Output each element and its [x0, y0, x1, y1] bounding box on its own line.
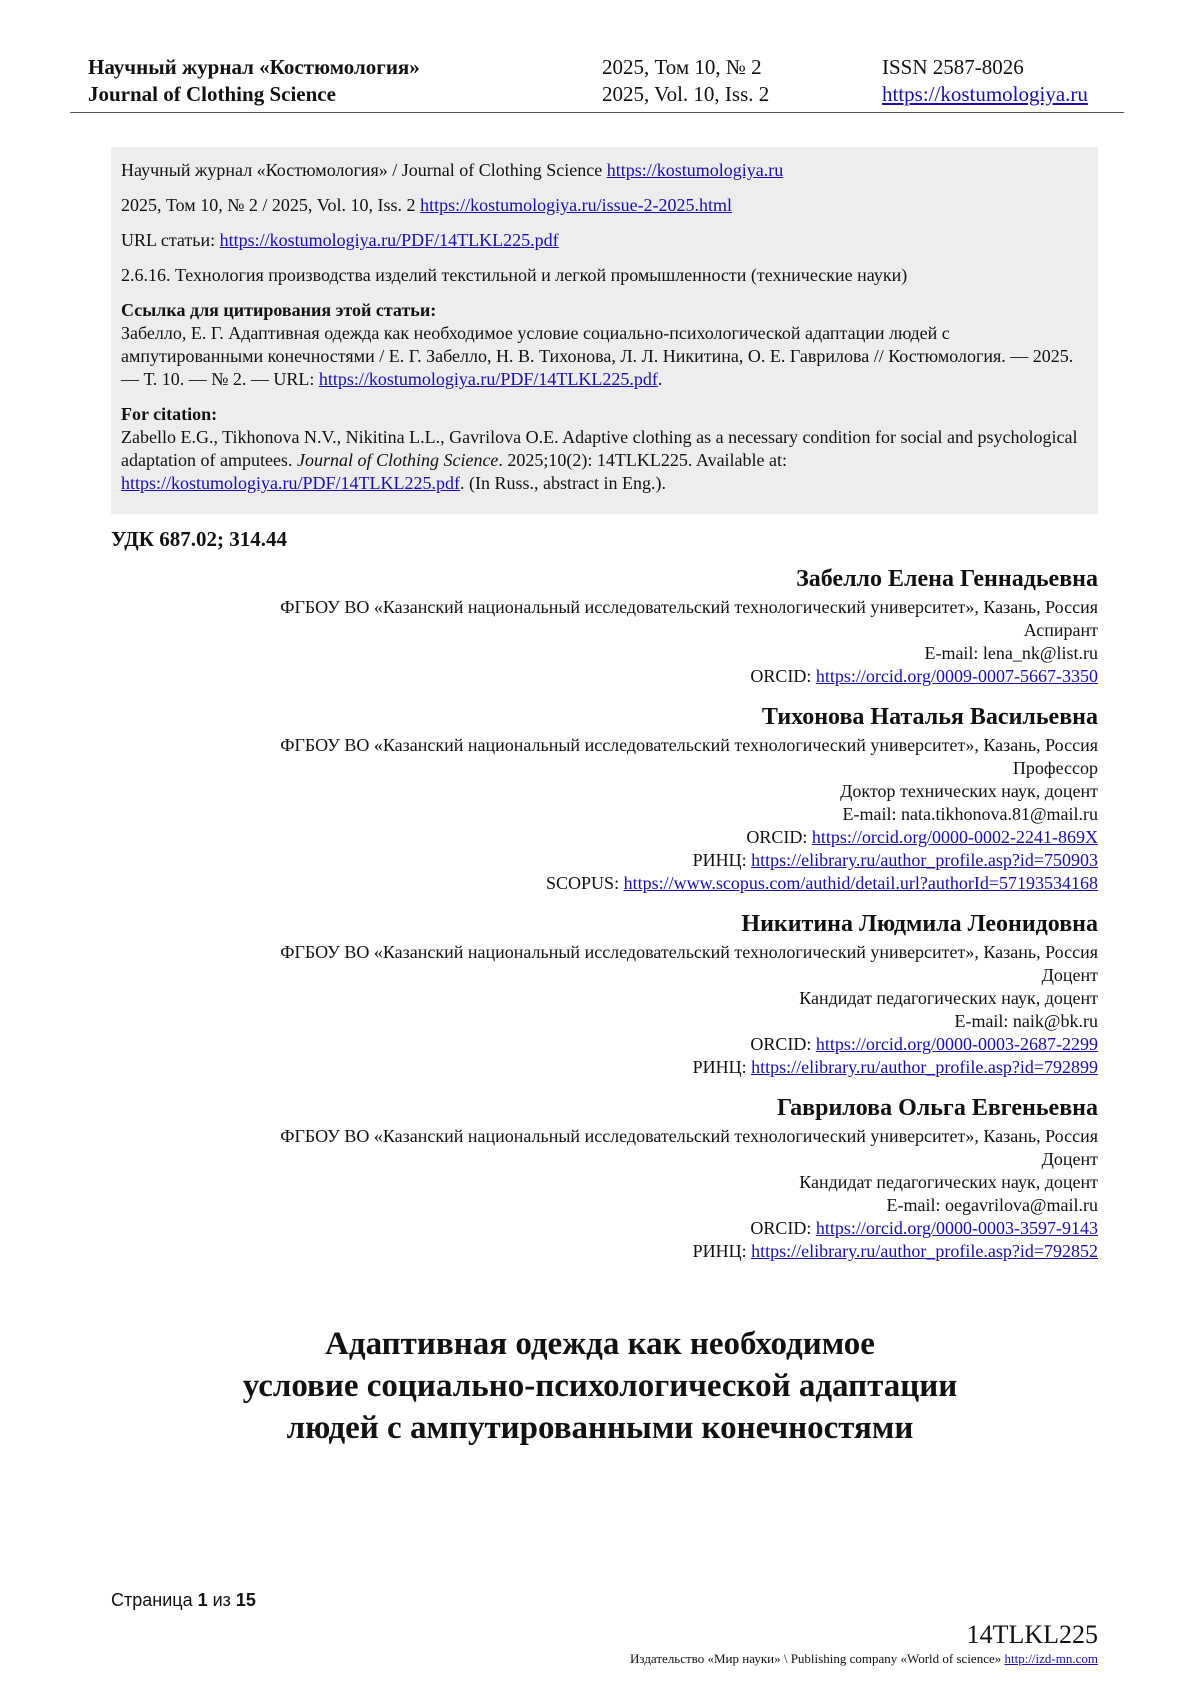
- rinc-label: РИНЦ:: [692, 850, 752, 870]
- journal-site-link[interactable]: https://kostumologiya.ru: [882, 82, 1088, 106]
- info-journal-line: [121, 159, 1088, 182]
- orcid-label: ORCID:: [750, 1218, 816, 1238]
- author-email: E-mail: nata.tikhonova.81@mail.ru: [842, 804, 1098, 824]
- author-degree: Доктор технических наук, доцент: [840, 781, 1098, 801]
- citation-en-journal: Journal of Clothing Science: [296, 450, 499, 470]
- author-degree: Кандидат педагогических наук, доцент: [799, 988, 1098, 1008]
- author-rinc-line: [100, 1056, 1098, 1079]
- page-total: 15: [235, 1590, 256, 1610]
- author-position: Доцент: [1041, 1149, 1098, 1169]
- citation-en-text-2: . 2025;10(2): 14TLKL225. Available at:: [498, 450, 788, 470]
- citation-ru-text: Забелло, Е. Г. Адаптивная одежда как необходимое условие социально-психологической адаптации людей с ампутированными конечностями / Е. Г. Забелло, Н. В. Тихонова, Л. Л. Никитина, О. Е. Гаврилова // Костюмология. — 2025. — Т. 10. — № 2. — URL:: [121, 323, 1074, 389]
- author-rinc-line: [100, 849, 1098, 872]
- author-card: [100, 702, 1098, 895]
- citation-ru-link[interactable]: https://kostumologiya.ru/PDF/14TLKL225.pdf: [318, 369, 658, 389]
- author-orcid-link[interactable]: https://orcid.org/0000-0003-3597-9143: [815, 1218, 1098, 1238]
- author-email: E-mail: lena_nk@list.ru: [924, 643, 1098, 663]
- author-orcid-line: [100, 826, 1098, 849]
- issue-en: 2025, Vol. 10, Iss. 2: [602, 82, 770, 106]
- rinc-label: РИНЦ:: [692, 1057, 752, 1077]
- info-url-line: [121, 229, 1088, 252]
- author-name: Тихонова Наталья Васильевна: [761, 704, 1098, 730]
- article-title-line: людей с ампутированными конечностями: [286, 1410, 914, 1446]
- author-rinc-link[interactable]: https://elibrary.ru/author_profile.asp?id=750903: [751, 850, 1098, 870]
- page-current: 1: [197, 1590, 208, 1610]
- info-article-url-link[interactable]: https://kostumologiya.ru/PDF/14TLKL225.pdf: [219, 230, 559, 250]
- issn: ISSN 2587-8026: [882, 55, 1024, 79]
- info-journal-text: Научный журнал «Костюмология» / Journal of Clothing Science: [121, 160, 607, 180]
- author-name: Гаврилова Ольга Евгеньевна: [776, 1095, 1098, 1121]
- journal-name-en: Journal of Clothing Science: [88, 82, 336, 106]
- publisher-line: [630, 1651, 1098, 1667]
- page-number: [111, 1590, 256, 1611]
- author-orcid-link[interactable]: https://orcid.org/0000-0002-2241-869X: [811, 827, 1098, 847]
- info-specialty-line: 2.6.16. Технология производства изделий текстильной и легкой промышленности (технические науки): [121, 265, 908, 285]
- citation-ru-heading: Ссылка для цитирования этой статьи:: [121, 300, 437, 320]
- issue-column: [602, 54, 769, 108]
- info-issue-link[interactable]: https://kostumologiya.ru/issue-2-2025.html: [420, 195, 733, 215]
- author-orcid-line: [100, 665, 1098, 688]
- article-code: 14TLKL225: [966, 1620, 1098, 1649]
- udk-code: УДК 687.02; 314.44: [111, 527, 287, 551]
- citation-en-heading: For citation:: [121, 404, 218, 424]
- author-rinc-line: [100, 1240, 1098, 1263]
- journal-name-column: [88, 54, 420, 108]
- scopus-label: SCOPUS:: [546, 873, 624, 893]
- citation-ru: [121, 299, 1088, 391]
- orcid-label: ORCID:: [750, 1034, 816, 1054]
- author-orcid-link[interactable]: https://orcid.org/0000-0003-2687-2299: [815, 1034, 1098, 1054]
- author-affiliation: ФГБОУ ВО «Казанский национальный исследовательский технологический университет», Казань, Россия: [280, 735, 1098, 755]
- citation-en-link[interactable]: https://kostumologiya.ru/PDF/14TLKL225.pdf: [121, 473, 461, 493]
- issn-column: [882, 54, 1088, 108]
- citation-en-end: . (In Russ., abstract in Eng.).: [460, 473, 666, 493]
- header-divider: [70, 112, 1124, 113]
- author-email: E-mail: oegavrilova@mail.ru: [886, 1195, 1098, 1215]
- info-issue-text: 2025, Том 10, № 2 / 2025, Vol. 10, Iss. 2: [121, 195, 421, 215]
- author-rinc-link[interactable]: https://elibrary.ru/author_profile.asp?id=792852: [751, 1241, 1098, 1261]
- author-degree: Кандидат педагогических наук, доцент: [799, 1172, 1098, 1192]
- info-url-label: URL статьи:: [121, 230, 220, 250]
- author-name: Забелло Елена Геннадьевна: [796, 566, 1098, 592]
- article-title: [150, 1323, 1050, 1449]
- author-rinc-link[interactable]: https://elibrary.ru/author_profile.asp?id=792899: [751, 1057, 1098, 1077]
- citation-ru-end: .: [657, 369, 663, 389]
- author-position: Аспирант: [1023, 620, 1098, 640]
- author-affiliation: ФГБОУ ВО «Казанский национальный исследовательский технологический университет», Казань, Россия: [280, 1126, 1098, 1146]
- author-orcid-line: [100, 1033, 1098, 1056]
- author-card: [100, 564, 1098, 688]
- author-scopus-link[interactable]: https://www.scopus.com/authid/detail.url?authorId=57193534168: [623, 873, 1098, 893]
- info-journal-link[interactable]: https://kostumologiya.ru: [606, 160, 784, 180]
- citation-en-text: Zabello E.G., Tikhonova N.V., Nikitina L.L., Gavrilova O.E. Adaptive clothing as a necessary condition for social and psychological adaptation of amputees.: [121, 427, 1078, 470]
- citation-en: [121, 403, 1088, 495]
- author-affiliation: ФГБОУ ВО «Казанский национальный исследовательский технологический университет», Казань, Россия: [280, 597, 1098, 617]
- author-card: [100, 909, 1098, 1079]
- journal-name-ru: Научный журнал «Костюмология»: [88, 55, 420, 79]
- orcid-label: ORCID:: [750, 666, 816, 686]
- author-orcid-line: [100, 1217, 1098, 1240]
- page-mid: из: [207, 1590, 236, 1610]
- authors-block: [100, 564, 1098, 1277]
- page-prefix: Страница: [111, 1590, 198, 1610]
- author-scopus-line: [100, 872, 1098, 895]
- rinc-label: РИНЦ:: [692, 1241, 752, 1261]
- author-affiliation: ФГБОУ ВО «Казанский национальный исследовательский технологический университет», Казань, Россия: [280, 942, 1098, 962]
- author-position: Доцент: [1041, 965, 1098, 985]
- author-email: E-mail: naik@bk.ru: [954, 1011, 1098, 1031]
- author-name: Никитина Людмила Леонидовна: [741, 911, 1098, 937]
- article-title-line: условие социально-психологической адаптации: [242, 1368, 958, 1404]
- publisher-link[interactable]: http://izd-mn.com: [1004, 1651, 1098, 1666]
- publisher-text: Издательство «Мир науки» \ Publishing company «World of science»: [630, 1651, 1005, 1666]
- orcid-label: ORCID:: [746, 827, 812, 847]
- author-card: [100, 1093, 1098, 1263]
- issue-ru: 2025, Том 10, № 2: [602, 55, 762, 79]
- author-orcid-link[interactable]: https://orcid.org/0009-0007-5667-3350: [815, 666, 1098, 686]
- info-issue-line: [121, 194, 1088, 217]
- author-position: Профессор: [1012, 758, 1098, 778]
- article-title-line: Адаптивная одежда как необходимое: [325, 1326, 875, 1362]
- article-info-box: [111, 147, 1098, 514]
